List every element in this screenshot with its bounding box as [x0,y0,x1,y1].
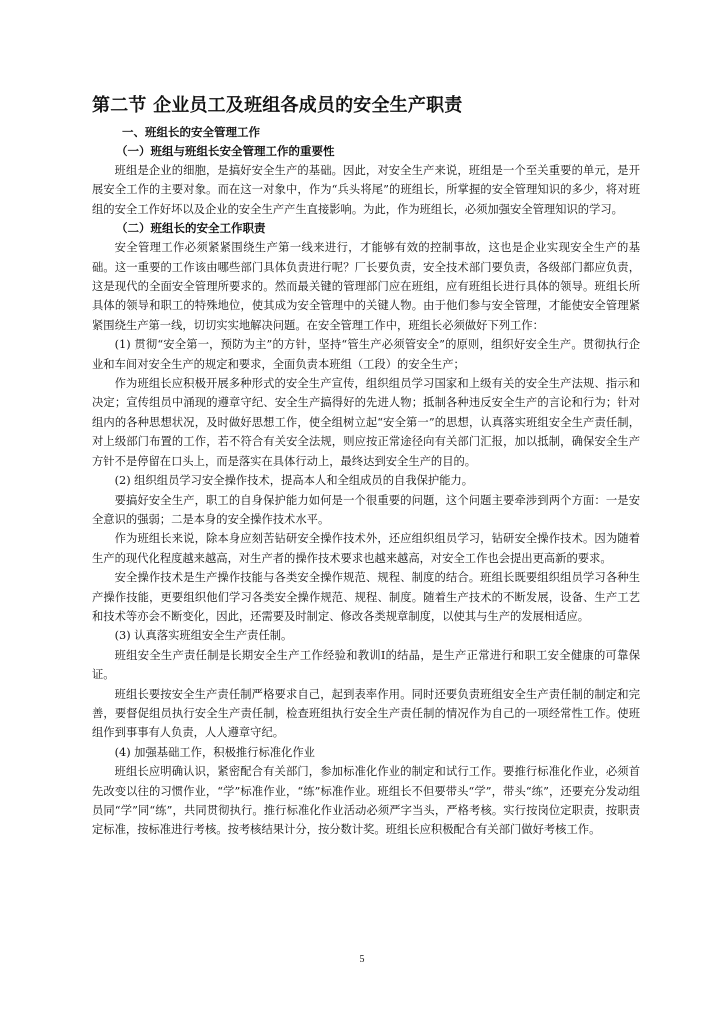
paragraph-7: 作为班组长来说，除本身应刻苦钻研安全操作技术外，还应组织组员学习，钻研安全操作技术。因为随着生产的现代化程度越来越高，对生产者的操作技术要求也越来越高，对安全工作也会提出更高新的要求。 [92,532,640,565]
paragraph-4: 作为班组长应积极开展多种形式的安全生产宣传，组织组员学习国家和上级有关的安全生产法规、指示和决定；宣传组员中涌现的遵章守纪、安全生产搞得好的先进人物；抵制各种违反安全生产的言论和行为；针对组内的各种思想状况，及时做好思想工作，使全组树立起“安全第一”的思想，认真落实班组安全生产责任制，对上级部门布置的工作，若不符合有关安全法规，则应按正常途径向有关部门汇报，加以抵制，确保安全生产方针不是停留在口头上，而是落实在具体行动上，最终达到安全生产的目的。 [92,377,640,468]
paragraph-3: (1) 贯彻“安全第一，预防为主”的方针，坚持“管生产必须管安全”的原则，组织好安全生产。贯彻执行企业和车间对安全生产的规定和要求，全面负责本班组（工段）的安全生产； [92,338,640,371]
section-title: 第二节 企业员工及班组各成员的安全生产职责 [92,95,463,116]
paragraph-13: 班组长应明确认识，紧密配合有关部门，参加标准化作业的制定和试行工作。要推行标准化作业，必须首先改变以往的习惯作业，“学”标准作业，“练”标准作业。班组长不但要带头“学”，带头“练”，还要充分发动组员同“学”同“练”，共同贯彻执行。推行标准化作业活动必须严字当头，严格考核。实行按岗位定职责，按职责定标准，按标准进行考核。按考核结果计分，按分数计奖。班组长应积极配合有关部门做好考核工作。 [92,765,640,837]
paragraph-10: 班组安全生产责任制是长期安全生产工作经验和教训Ⅰ的结晶，是生产正常进行和职工安全健康的可靠保证。 [92,648,640,682]
page-number: 5 [359,954,365,965]
paragraph-6: 要搞好安全生产，职工的自身保护能力如何是一个很重要的问题，这个问题主要牵涉到两个方面：一是安全意识的强弱；二是本身的安全操作技术水平。 [92,493,640,526]
heading-team-leader-safety: 一、班组长的安全管理工作 [122,125,260,139]
paragraph-2: 安全管理工作必须紧紧围绕生产第一线来进行，才能够有效的控制事故，这也是企业实现安全生产的基础。这一重要的工作该由哪些部门具体负责进行呢？厂长要负责，安全技术部门要负责，各级部门都应负责，这是现代的全面安全管理所要求的。然而最关键的管理部门应在班组，应有班组长进行具体的领导。班组长所具体的领导和职工的特殊地位，使其成为安全管理中的关键人物。由于他们参与安全管理，才能使安全管理紧紧围绕生产第一线，切切实实地解决问题。在安全管理工作中，班组长必须做好下列工作： [92,241,640,332]
paragraph-11: 班组长要按安全生产责任制严格要求自己，起到表率作用。同时还要负责班组安全生产责任制的制定和完善，要督促组员执行安全生产责任制，检查班组执行安全生产责任制的情况作为自己的一项经常性工作。使班组作到事事有人负责，人人遵章守纪。 [92,687,640,740]
heading-duties: （二）班组长的安全工作职责 [116,221,266,236]
paragraph-5: (2) 组织组员学习安全操作技术，提高本人和全组成员的自我保护能力。 [114,474,474,488]
paragraph-9: (3) 认真落实班组安全生产责任制。 [114,629,293,643]
paragraph-12: (4) 加强基础工作，积极推行标准化作业 [114,745,315,759]
paragraph-8: 安全操作技术是生产操作技能与各类安全操作规范、规程、制度的结合。班组长既要组织组员学习各种生产操作技能，更要组织他们学习各类安全操作规范、规程、制度。随着生产技术的不断发展，设备、生产工艺和技术等亦会不断变化，因此，还需要及时制定、修改各类规章制度，以使其与生产的发展相适应。 [92,571,640,623]
paragraph-1: 班组是企业的细胞，是搞好安全生产的基础。因此，对安全生产来说，班组是一个至关重要的单元，是开展安全工作的主要对象。而在这一对象中，作为“兵头将尾”的班组长，所掌握的安全管理知识的多少，将对班组的安全工作好坏以及企业的安全生产产生直接影响。为此，作为班组长，必须加强安全管理知识的学习。 [92,164,640,216]
heading-importance: （一）班组与班组长安全管理工作的重要性 [116,144,335,158]
